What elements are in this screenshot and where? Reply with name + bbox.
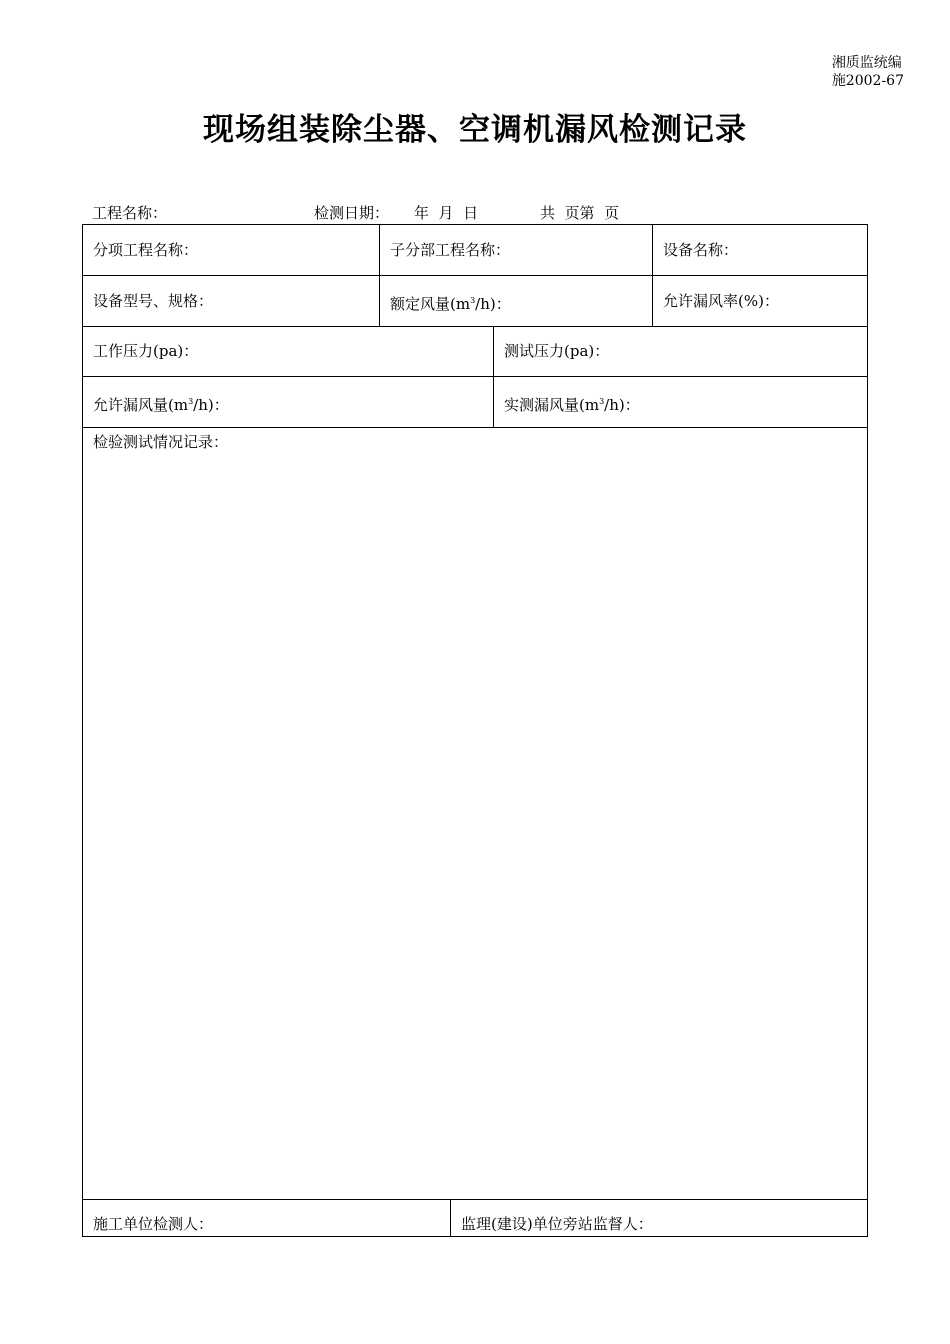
rated-air-volume-unit: /h)：	[475, 295, 511, 313]
allowed-leak-volume-field[interactable]	[83, 377, 493, 430]
record-form	[82, 224, 868, 1237]
working-pressure-field[interactable]: 工作压力(pa)：	[93, 342, 199, 360]
allowed-leak-rate-field[interactable]: 允许漏风率(%)：	[663, 292, 779, 310]
test-date-label: 检测日期：	[314, 204, 390, 222]
supervisor-field[interactable]: 监理(建设)单位旁站监督人：	[461, 1215, 653, 1233]
rated-air-volume-field[interactable]	[380, 276, 652, 329]
constructor-tester-field[interactable]: 施工单位检测人：	[93, 1215, 214, 1233]
form-code-line2: 施2002-67	[831, 73, 904, 89]
form-code	[832, 54, 904, 90]
test-pressure-field[interactable]: 测试压力(pa)：	[504, 342, 610, 360]
rated-air-volume-label: 额定风量(m	[390, 295, 471, 313]
subitem-project-name-field[interactable]: 分项工程名称：	[93, 241, 199, 259]
page-title: 现场组装除尘器、空调机漏风检测记录	[203, 112, 747, 148]
page-count: 共 页第 页	[540, 204, 620, 222]
measured-leak-volume-label: 实测漏风量(m	[504, 396, 600, 414]
test-record-label: 检验测试情况记录：	[93, 433, 229, 451]
superscript: 3	[188, 397, 194, 406]
superscript: 3	[599, 397, 605, 406]
subdivision-project-name-field[interactable]: 子分部工程名称：	[390, 241, 511, 259]
equipment-model-field[interactable]: 设备型号、规格：	[93, 292, 214, 310]
measured-leak-volume-field[interactable]	[494, 377, 867, 430]
allowed-leak-volume-label: 允许漏风量(m	[93, 396, 189, 414]
test-record-area[interactable]	[83, 428, 867, 1199]
allowed-leak-volume-unit: /h)：	[193, 396, 229, 414]
superscript: 3	[470, 296, 476, 305]
form-code-line1: 湘质监统编	[831, 55, 902, 71]
measured-leak-volume-unit: /h)：	[604, 396, 640, 414]
project-name-label: 工程名称：	[92, 204, 168, 222]
test-date-parts: 年 月 日	[414, 204, 479, 222]
equipment-name-field[interactable]: 设备名称：	[663, 241, 739, 259]
